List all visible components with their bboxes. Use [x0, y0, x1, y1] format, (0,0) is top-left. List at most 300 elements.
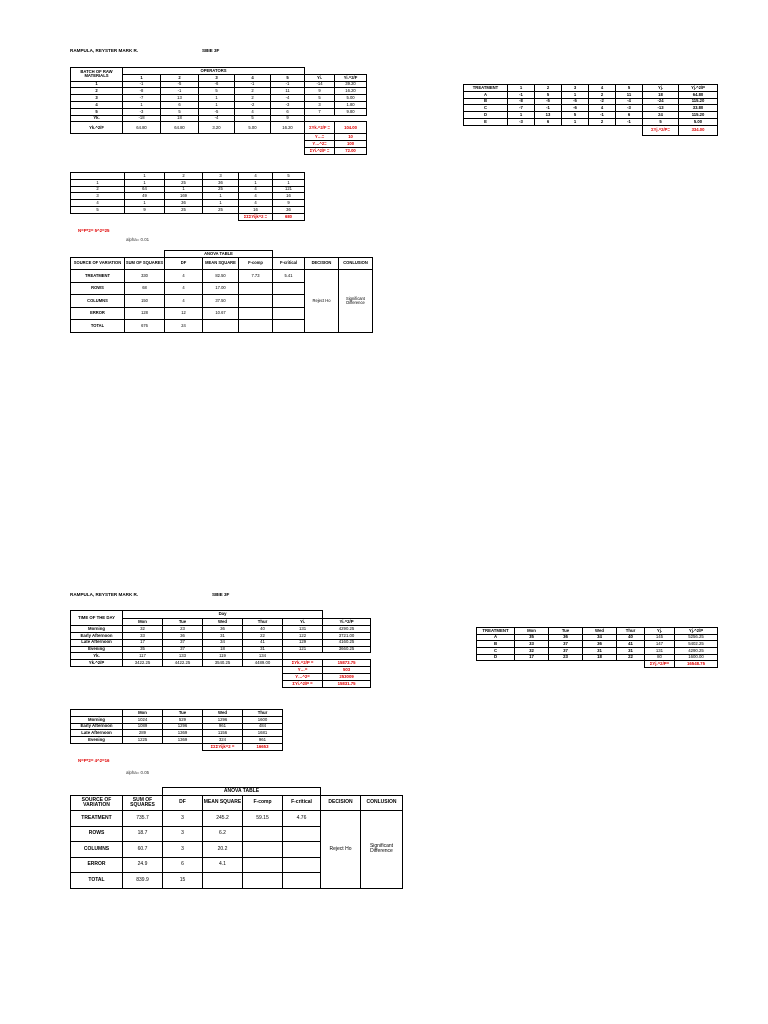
- row-label: C: [464, 105, 508, 112]
- cell: 37.50: [203, 295, 239, 308]
- section-label: SBIE 3F: [202, 48, 220, 53]
- cell: 5.41: [273, 270, 305, 283]
- cell: 6: [163, 857, 203, 873]
- cell: -1: [508, 91, 535, 98]
- table-row: [71, 193, 305, 200]
- cell: 3422.25: [123, 660, 163, 667]
- cell: 1296: [163, 723, 203, 730]
- cell: 1089: [123, 723, 163, 730]
- total-squared-value: 100: [335, 141, 367, 148]
- col-header: Mon: [123, 710, 163, 717]
- cell: 5.00: [335, 95, 367, 102]
- table-row: [71, 639, 371, 646]
- anova-table: [70, 250, 373, 333]
- cell: 145: [645, 634, 675, 641]
- cell: -5: [161, 81, 199, 88]
- row-label: ERROR: [71, 307, 125, 320]
- col-header: 5: [271, 74, 305, 81]
- cell: 9.80: [335, 108, 367, 115]
- alpha-label: alpha= 0.01: [126, 237, 150, 242]
- cell: 1: [203, 193, 239, 200]
- row-label: C: [477, 648, 515, 655]
- row-label: 2: [71, 88, 123, 95]
- row-sum-label: ΣYi.^2/F =: [305, 147, 335, 154]
- col-header: DF: [163, 795, 203, 811]
- row-label: D: [477, 654, 515, 661]
- cell: 1: [199, 101, 235, 108]
- cell: 41: [243, 639, 283, 646]
- row-label: Morning: [71, 625, 123, 632]
- cell: 4: [165, 282, 203, 295]
- cell: 35: [515, 634, 549, 641]
- col-header: DF: [165, 257, 203, 270]
- cell: -4: [616, 98, 643, 105]
- cell: 25: [165, 206, 203, 213]
- col-header: DECISION: [305, 257, 339, 270]
- table-row: [464, 98, 718, 105]
- cell: 36: [165, 200, 203, 207]
- col-header: [71, 173, 125, 180]
- cell: 3721.00: [323, 632, 371, 639]
- cell: 5: [235, 115, 271, 122]
- col-header: 4: [589, 85, 616, 92]
- table-row: [477, 634, 718, 641]
- cell: 7.73: [239, 270, 273, 283]
- row-label: Evening: [71, 737, 123, 744]
- col-header: CONLUSION: [339, 257, 373, 270]
- cell: 10.67: [203, 307, 239, 320]
- cell: 33: [515, 641, 549, 648]
- table-row: [71, 646, 371, 653]
- col-header: Tue: [163, 619, 203, 626]
- cell: [273, 320, 305, 333]
- table-row: [71, 730, 283, 737]
- row-label: ROWS: [71, 826, 123, 842]
- cell: 131: [283, 625, 323, 632]
- cell: 1: [508, 112, 535, 119]
- row-label: A: [464, 91, 508, 98]
- table-row: [71, 95, 367, 102]
- table-row: [71, 122, 367, 134]
- cell: 4290.25: [675, 648, 718, 655]
- cell: 2: [589, 118, 616, 125]
- total-value: 503: [323, 667, 371, 674]
- cell: 36: [549, 634, 583, 641]
- cell: -1: [589, 112, 616, 119]
- row-label: Early Afternoon: [71, 723, 123, 730]
- cell: 16.20: [271, 122, 305, 134]
- sum-value: 104.00: [335, 122, 367, 134]
- cell: 32: [123, 625, 163, 632]
- cell: 3: [163, 811, 203, 827]
- cell: 82.50: [203, 270, 239, 283]
- table-row: [464, 105, 718, 112]
- row-label: 5: [71, 108, 123, 115]
- cell: -3: [616, 105, 643, 112]
- row-label: 1: [71, 179, 125, 186]
- cell: 6.2: [203, 826, 243, 842]
- row-label: Yk.^2/P: [71, 660, 123, 667]
- cell: 24: [165, 320, 203, 333]
- total-label: Y…=: [283, 667, 323, 674]
- decision-cell: Reject Ho: [305, 270, 339, 333]
- cell: 11: [616, 91, 643, 98]
- cell: -1: [123, 81, 161, 88]
- cell: 1.80: [335, 101, 367, 108]
- cell: 6: [271, 108, 305, 115]
- conclusion-cell: Significant Difference: [339, 270, 373, 333]
- col-header: Thur: [243, 619, 283, 626]
- cell: [203, 320, 239, 333]
- cell: -5: [562, 98, 589, 105]
- cell: -5: [199, 108, 235, 115]
- table-row: [71, 115, 367, 122]
- cell: 9: [305, 88, 335, 95]
- col-header: SUM OF SQUARES: [125, 257, 165, 270]
- sum-label: ΣYk.^2/P =: [283, 660, 323, 667]
- col-header: Wed: [583, 628, 617, 635]
- row-label: COLUMNS: [71, 295, 125, 308]
- col-header: 5: [616, 85, 643, 92]
- cell: 1369: [163, 730, 203, 737]
- cell: 16: [239, 206, 273, 213]
- cell: 133: [163, 653, 203, 660]
- row-label: Morning: [71, 716, 123, 723]
- cell: 17: [515, 654, 549, 661]
- table-row: [71, 737, 283, 744]
- row-label: A: [477, 634, 515, 641]
- cell: -8: [508, 98, 535, 105]
- table-row: [71, 81, 367, 88]
- col-header: 1: [125, 173, 165, 180]
- alpha-label: alpha= 0.05: [126, 770, 150, 775]
- cell: -1: [616, 118, 643, 125]
- table-row: [71, 723, 283, 730]
- cell: 5: [535, 91, 562, 98]
- cell: 5: [199, 88, 235, 95]
- row-label: 4: [71, 200, 125, 207]
- cell: 4: [239, 193, 273, 200]
- col-header: SOURCE OF VARIATION: [71, 257, 125, 270]
- cell: 15: [163, 873, 203, 889]
- cell: 9: [273, 200, 305, 207]
- col-header: Yj.: [643, 85, 679, 92]
- squares-table: [70, 172, 305, 221]
- sum-squares-value: 16653: [243, 743, 283, 750]
- n-calculation: N=P*2= 4^2=16: [78, 758, 110, 763]
- table-row: [71, 625, 371, 632]
- col-header: SOURCE OF VARIATION: [71, 795, 123, 811]
- cell: 128: [125, 307, 165, 320]
- cell: 11: [271, 88, 305, 95]
- row-label: COLUMNS: [71, 842, 123, 858]
- cell: 1024: [123, 716, 163, 723]
- table-row: [71, 108, 367, 115]
- row-label: TREATMENT: [71, 270, 125, 283]
- table-row: [71, 186, 305, 193]
- row-label: ROWS: [71, 282, 125, 295]
- row-label: Yk.: [71, 115, 123, 122]
- row-label: 2: [71, 186, 125, 193]
- col-header: Yi.^2/F: [335, 74, 367, 81]
- cell: 1681: [243, 730, 283, 737]
- cell: 5256.25: [675, 634, 718, 641]
- table-row: [71, 270, 373, 283]
- col-header: Tue: [549, 628, 583, 635]
- col-header: CONLUSION: [361, 795, 403, 811]
- cell: 49: [125, 193, 165, 200]
- cell: -8: [123, 88, 161, 95]
- col-header: Yj.: [645, 628, 675, 635]
- group-header: OPERATORS: [123, 68, 305, 75]
- cell: [239, 320, 273, 333]
- cell: 18: [643, 91, 679, 98]
- cell: 4: [165, 295, 203, 308]
- cell: 40: [617, 634, 645, 641]
- cell: 36: [203, 179, 239, 186]
- col-header: MEAN SQUARE: [203, 795, 243, 811]
- cell: 5: [161, 108, 199, 115]
- cell: 32: [515, 648, 549, 655]
- col-header: F-comp: [239, 257, 273, 270]
- cell: 961: [243, 737, 283, 744]
- col-header: [71, 710, 123, 717]
- cell: 80: [645, 654, 675, 661]
- cell: 2: [235, 88, 271, 95]
- cell: 1: [273, 179, 305, 186]
- cell: 4290.25: [323, 625, 371, 632]
- cell: -6: [562, 105, 589, 112]
- cell: 3: [163, 842, 203, 858]
- cell: 1: [199, 95, 235, 102]
- sum-label: ΣYj.^2/P=: [643, 125, 679, 135]
- cell: 64.80: [679, 91, 718, 98]
- cell: -18: [123, 115, 161, 122]
- cell: 13: [535, 112, 562, 119]
- cell: 17: [123, 639, 163, 646]
- anova-title: ANOVA TABLE: [165, 251, 273, 258]
- cell: -5: [535, 98, 562, 105]
- cell: 64.80: [161, 122, 199, 134]
- cell: 1: [123, 101, 161, 108]
- cell: 9: [271, 115, 305, 122]
- cell: 64: [125, 186, 165, 193]
- cell: 4489.00: [243, 660, 283, 667]
- col-header: 2: [161, 74, 199, 81]
- col-header: 2: [165, 173, 203, 180]
- cell: -4: [199, 115, 235, 122]
- col-header: 1: [123, 74, 161, 81]
- cell: 5402.25: [675, 641, 718, 648]
- cell: 9: [125, 206, 165, 213]
- cell: 36: [583, 641, 617, 648]
- cell: 4.1: [203, 857, 243, 873]
- cell: 117: [123, 653, 163, 660]
- cell: -3: [508, 118, 535, 125]
- cell: 289: [123, 730, 163, 737]
- cell: 17.00: [203, 282, 239, 295]
- cell: 961: [203, 723, 243, 730]
- cell: 121: [283, 646, 323, 653]
- cell: 129: [283, 639, 323, 646]
- cell: 115.20: [679, 98, 718, 105]
- cell: 4.76: [283, 811, 321, 827]
- cell: 1: [562, 118, 589, 125]
- table-row: [477, 648, 718, 655]
- cell: -3: [271, 101, 305, 108]
- row-label: Evening: [71, 646, 123, 653]
- row-label: Early Afternoon: [71, 632, 123, 639]
- cell: 5: [562, 112, 589, 119]
- table-row: [464, 118, 718, 125]
- col-header: Yi.: [283, 619, 323, 626]
- row-label: B: [477, 641, 515, 648]
- table-row: [71, 206, 305, 213]
- cell: -7: [508, 105, 535, 112]
- conclusion-cell: Significant Difference: [361, 811, 403, 889]
- cell: 25: [203, 206, 239, 213]
- cell: 37: [549, 641, 583, 648]
- row-label: 3: [71, 193, 125, 200]
- corner-header: BATCH OF RAW MATERIALS: [71, 68, 123, 82]
- table-row: [71, 653, 371, 660]
- row-label: TOTAL: [71, 320, 125, 333]
- cell: 1: [125, 179, 165, 186]
- cell: 20.2: [203, 842, 243, 858]
- cell: 115.20: [679, 112, 718, 119]
- cell: 35: [123, 646, 163, 653]
- cell: 31: [243, 646, 283, 653]
- col-header: Yi.: [305, 74, 335, 81]
- cell: 25: [165, 179, 203, 186]
- cell: 64.80: [123, 122, 161, 134]
- cell: [283, 857, 321, 873]
- table-row: [464, 112, 718, 119]
- cell: 1: [239, 179, 273, 186]
- cell: 6: [535, 118, 562, 125]
- row-label: 1: [71, 81, 123, 88]
- sum-squares-label: ΣΣΣYijk^2 =: [239, 213, 273, 220]
- table-row: [71, 811, 403, 827]
- row-label: B: [464, 98, 508, 105]
- cell: 147: [645, 641, 675, 648]
- cell: 18.7: [123, 826, 163, 842]
- cell: [243, 842, 283, 858]
- cell: 676: [125, 320, 165, 333]
- cell: [239, 295, 273, 308]
- total-squared-value: 253009: [323, 674, 371, 681]
- cell: 18: [583, 654, 617, 661]
- table-row: [464, 91, 718, 98]
- cell: 1156: [203, 730, 243, 737]
- cell: -4: [271, 95, 305, 102]
- cell: 4422.25: [163, 660, 203, 667]
- table-row: [71, 179, 305, 186]
- decision-cell: Reject Ho: [321, 811, 361, 889]
- row-label: 5: [71, 206, 125, 213]
- cell: -2: [589, 98, 616, 105]
- student-name: RAMPULA, REYSTER MARK R.: [70, 592, 139, 597]
- cell: 1: [125, 200, 165, 207]
- cell: [239, 307, 273, 320]
- cell: [243, 826, 283, 842]
- col-header: 5: [273, 173, 305, 180]
- cell: 22: [617, 654, 645, 661]
- cell: 484: [243, 723, 283, 730]
- cell: -2: [235, 101, 271, 108]
- cell: 735.7: [123, 811, 163, 827]
- col-header: Mon: [515, 628, 549, 635]
- sum-value: 16548.75: [675, 661, 718, 668]
- row-label: TREATMENT: [71, 811, 123, 827]
- cell: 40: [243, 625, 283, 632]
- sum-label: ΣYk.^2/F =: [305, 122, 335, 134]
- cell: 150: [125, 295, 165, 308]
- cell: 36: [163, 632, 203, 639]
- cell: 5.00: [679, 118, 718, 125]
- student-name: RAMPULA, REYSTER MARK R.: [70, 48, 139, 53]
- cell: 245.2: [203, 811, 243, 827]
- cell: 529: [163, 716, 203, 723]
- table-row: [71, 716, 283, 723]
- col-header: TREATMENT: [464, 85, 508, 92]
- cell: -3: [123, 108, 161, 115]
- cell: 1600: [243, 716, 283, 723]
- col-header: SUM OF SQUARES: [123, 795, 163, 811]
- row-label: Yk.^2/F: [71, 122, 123, 134]
- table-row: [477, 641, 718, 648]
- group-header: Day: [123, 611, 323, 619]
- table-row: [71, 88, 367, 95]
- row-label: TOTAL: [71, 873, 123, 889]
- cell: 4: [239, 186, 273, 193]
- cell: 3540.25: [203, 660, 243, 667]
- cell: 36: [273, 206, 305, 213]
- cell: [243, 873, 283, 889]
- cell: 2: [589, 91, 616, 98]
- cell: 33: [123, 632, 163, 639]
- cell: 4: [589, 105, 616, 112]
- cell: 2: [235, 95, 271, 102]
- cell: 22: [243, 632, 283, 639]
- cell: 6: [616, 112, 643, 119]
- cell: -1: [235, 81, 271, 88]
- cell: [273, 295, 305, 308]
- cell: -6: [199, 81, 235, 88]
- cell: 122: [283, 632, 323, 639]
- cell: 6: [161, 101, 199, 108]
- cell: 5: [305, 95, 335, 102]
- col-header: Yi.^2/P: [323, 619, 371, 626]
- row-sum-label: ΣYi.^2/P =: [283, 681, 323, 688]
- cell: 34: [583, 634, 617, 641]
- col-header: 4: [239, 173, 273, 180]
- cell: 16: [273, 193, 305, 200]
- cell: 1: [203, 200, 239, 207]
- cell: 41: [617, 641, 645, 648]
- total-value: 10: [335, 134, 367, 141]
- cell: 1369: [163, 737, 203, 744]
- row-label: Late Afternoon: [71, 639, 123, 646]
- cell: 119: [203, 653, 243, 660]
- cell: 3: [163, 826, 203, 842]
- row-label: ERROR: [71, 857, 123, 873]
- cell: 121: [273, 186, 305, 193]
- table-row: [71, 101, 367, 108]
- cell: 68: [125, 282, 165, 295]
- cell: 25: [203, 186, 239, 193]
- col-header: Thur: [243, 710, 283, 717]
